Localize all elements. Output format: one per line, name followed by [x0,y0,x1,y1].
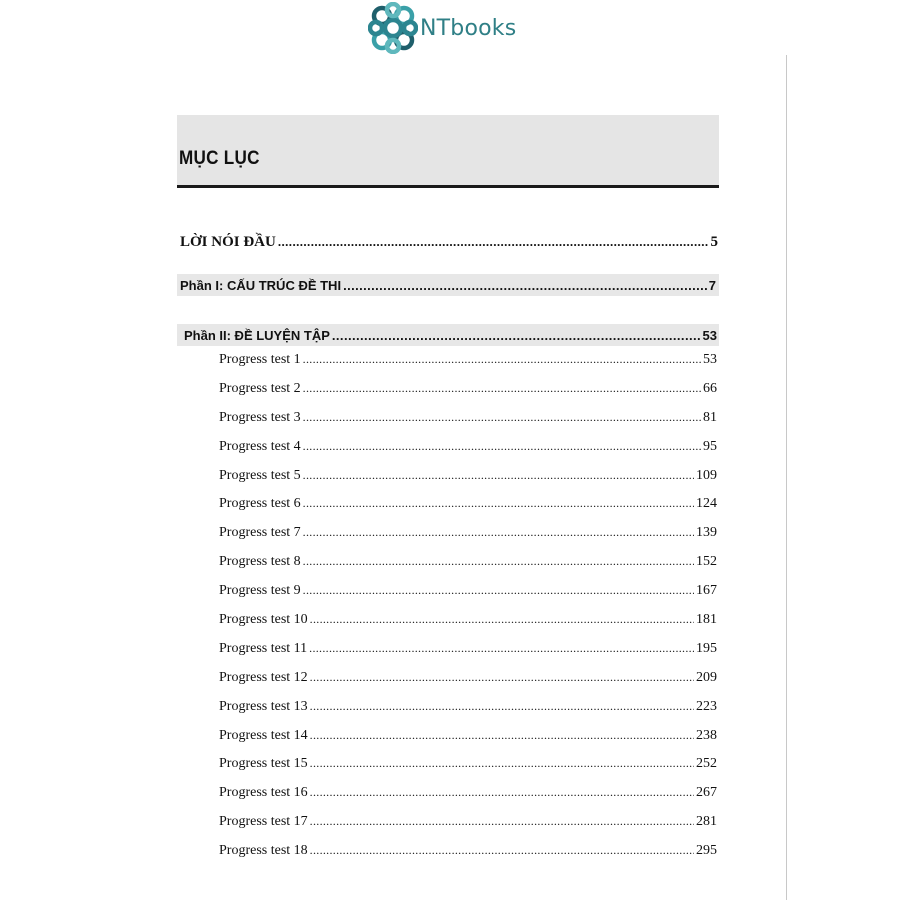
toc-entry-test [219,439,717,468]
toc-entry-label: Progress test 17 [219,814,308,830]
toc-entry-label: Progress test 7 [219,525,301,541]
toc-entry-page: 124 [696,496,717,512]
toc-entry-test [219,728,717,757]
toc-entry-intro [180,234,718,251]
toc-entry-test [219,641,717,670]
toc-entry-label: Progress test 15 [219,756,308,772]
toc-entry-label: Progress test 1 [219,352,301,367]
toc-entry-page: 53 [703,352,717,367]
dot-leader [303,554,694,569]
dot-leader [303,439,701,454]
dot-leader [310,756,694,771]
dot-leader [303,381,701,396]
toc-entry-label: Progress test 18 [219,843,308,859]
dot-leader [332,328,701,343]
toc-entry-test [219,381,717,410]
toc-entry-page: 81 [703,409,717,425]
toc-entry-label: Progress test 11 [219,640,308,656]
linked-rings-logo-icon [368,2,418,54]
dot-leader [310,843,694,858]
toc-entry-page: 209 [696,669,717,685]
toc-entry-part2 [177,324,719,346]
toc-entry-label: Progress test 5 [219,467,301,483]
toc-entry-page: 238 [696,727,717,743]
toc-entry-test [219,525,717,554]
dot-leader [310,670,694,685]
toc-entry-test [219,814,717,843]
toc-entry-label: Progress test 4 [219,438,301,454]
toc-entry-page: 267 [696,785,717,801]
toc-entry-label: Progress test 10 [219,612,308,628]
toc-entry-label: Progress test 3 [219,409,301,425]
toc-entry-part1 [177,274,719,296]
toc-entry-page: 95 [703,438,717,454]
toc-entry-label: Phần I: CẤU TRÚC ĐỀ THI [180,277,342,293]
dot-leader [303,496,694,511]
toc-entry-page: 53 [702,327,717,343]
toc-entry-label: Progress test 8 [219,554,301,570]
toc-entry-test [219,496,717,525]
toc-entry-page: 152 [696,554,717,570]
toc-entry-label: Progress test 12 [219,669,308,685]
toc-entry-test [219,785,717,814]
dot-leader [310,728,694,743]
toc-header-band [177,115,719,188]
toc-entry-page: 281 [696,814,717,830]
dot-leader [303,468,694,483]
dot-leader [310,814,694,829]
toc-entry-test [219,699,717,728]
brand-name: NTbooks [420,15,517,41]
toc-entry-test [219,612,717,641]
dot-leader [278,234,709,250]
dot-leader [310,612,694,627]
dot-leader [303,410,701,425]
toc-entry-page: 223 [696,698,717,714]
toc-entry-label: Phần II: ĐỀ LUYỆN TẬP [184,327,330,343]
dot-leader [303,583,694,598]
dot-leader [343,278,707,293]
toc-entry-test [219,352,717,381]
toc-entry-test [219,554,717,583]
toc-entry-label: Progress test 2 [219,380,301,396]
toc-entry-page: 109 [696,467,717,483]
toc-entry-label: Progress test 13 [219,698,308,714]
toc-title: MỤC LỤC [179,148,260,169]
toc-entry-page: 7 [708,277,716,293]
toc-entry-page: 295 [696,843,717,859]
dot-leader [309,641,694,656]
toc-entry-page: 167 [696,583,717,599]
toc-entry-test [219,468,717,497]
toc-entry-page: 195 [696,640,717,656]
dot-leader [303,352,701,367]
toc-entry-page: 66 [703,380,717,396]
page-edge-divider [786,55,787,900]
toc-entry-label: Progress test 14 [219,727,308,743]
toc-entry-test [219,410,717,439]
brand-header [368,2,516,54]
dot-leader [303,525,694,540]
toc-entry-page: 252 [696,756,717,772]
toc-entry-label: Progress test 9 [219,583,301,599]
toc-entry-test [219,843,717,872]
toc-entry-label: Progress test 6 [219,496,301,512]
dot-leader [310,785,694,800]
toc-entry-label: LỜI NÓI ĐẦU [180,234,276,250]
dot-leader [310,699,694,714]
toc-entry-label: Progress test 16 [219,785,308,801]
toc-entry-test [219,756,717,785]
toc-entry-test [219,583,717,612]
toc-entry-page: 5 [710,234,718,250]
toc-entry-test [219,670,717,699]
toc-entry-page: 181 [696,612,717,628]
toc-entry-page: 139 [696,525,717,541]
progress-test-list [219,352,717,872]
